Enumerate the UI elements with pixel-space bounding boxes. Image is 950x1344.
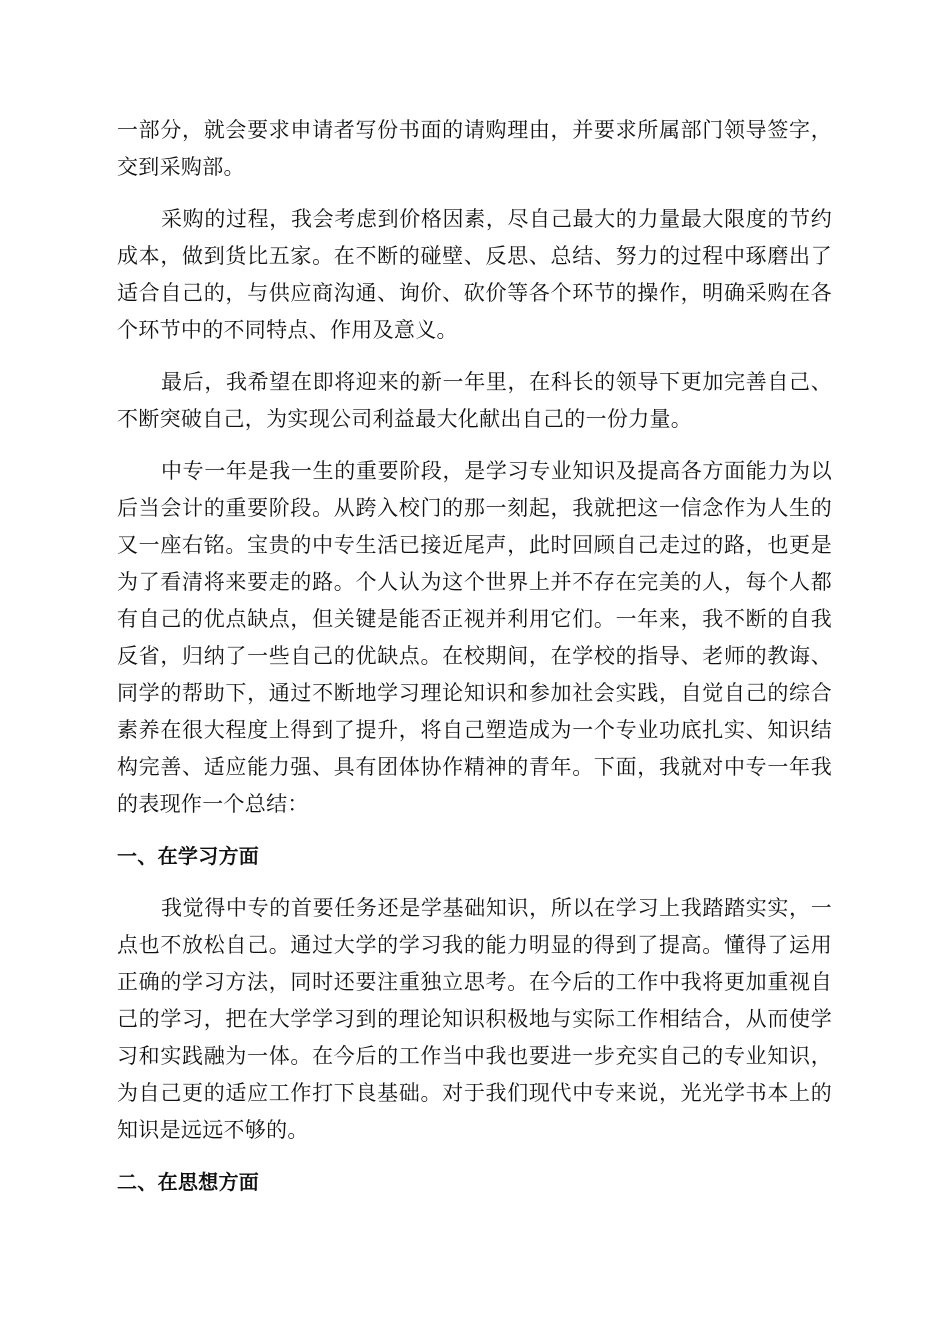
paragraph-continuation: 一部分，就会要求申请者写份书面的请购理由，并要求所属部门领导签字，交到采购部。 bbox=[117, 118, 832, 179]
paragraph-vocational-school-year: 中专一年是我一生的重要阶段，是学习专业知识及提高各方面能力为以后当会计的重要阶段。从跨入校门的那一刻起，我就把这一信念作为人生的又一座右铭。宝贵的中专生活已接近尾声，此时回顾自己走过的路，也更是为了看清将来要走的路。个人认为这个世界上并不存在完美的人，每个人都有自己的优点缺点，但关键是能否正视并利用它们。一年来，我不断的自我反省，归纳了一些自己的优缺点。在校期间，在学校的指导、老师的教诲、同学的帮助下，通过不断地学习理论知识和参加社会实践，自觉自己的综合素养在很大程度上得到了提升，将自己塑造成为一个专业功底扎实、知识结构完善、适应能力强、具有团体协作精神的青年。下面，我就对中专一年我的表现作一个总结： bbox=[117, 459, 832, 816]
paragraph-study: 我觉得中专的首要任务还是学基础知识，所以在学习上我踏踏实实，一点也不放松自己。通过大学的学习我的能力明显的得到了提高。懂得了运用正确的学习方法，同时还要注重独立思考。在今后的工作中我将更加重视自己的学习，把在大学学习到的理论知识积极地与实际工作相结合，从而使学习和实践融为一体。在今后的工作当中我也要进一步充实自己的专业知识，为自己更的适应工作打下良基础。对于我们现代中专来说，光光学书本上的知识是远远不够的。 bbox=[117, 896, 832, 1142]
paragraph-procurement-process: 采购的过程，我会考虑到价格因素，尽自己最大的力量最大限度的节约成本，做到货比五家。在不断的碰壁、反思、总结、努力的过程中琢磨出了适合自己的，与供应商沟通、询价、砍价等各个环节的操作，明确采购在各个环节中的不同特点、作用及意义。 bbox=[117, 207, 832, 342]
heading-thought: 二、在思想方面 bbox=[117, 1170, 260, 1194]
paragraph-new-year-hope: 最后，我希望在即将迎来的新一年里，在科长的领导下更加完善自己、不断突破自己，为实现公司利益最大化献出自己的一份力量。 bbox=[117, 370, 832, 431]
document-page bbox=[117, 112, 832, 1216]
heading-study: 一、在学习方面 bbox=[117, 844, 260, 868]
